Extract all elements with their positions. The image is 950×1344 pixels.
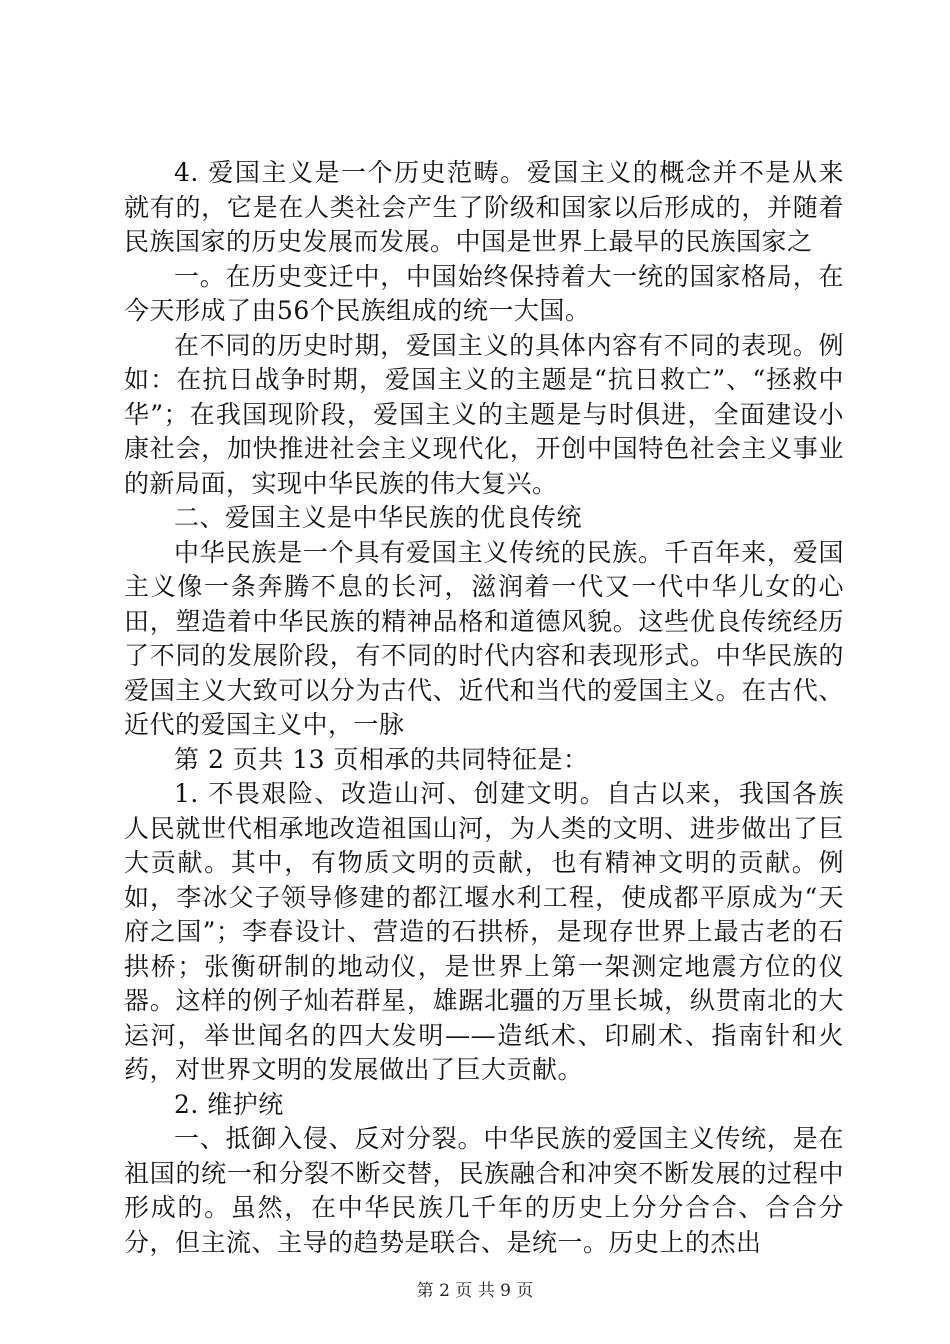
page-footer: 第 2 页 共 9 页 [416,1281,534,1301]
paragraph-resist-invasion: 一、抵御入侵、反对分裂。中华民族的爱国主义传统，是在祖国的统一和分裂不断交替，民族融合和冲突不断发展的过程中形成的。虽然，在中华民族几千年的历史上分分合合、合合分分，但主流、主导的趋势是联合、是统一。历史上的杰出 [124,1124,844,1257]
paragraph-patriotism-historical-category: 4. 爱国主义是一个历史范畴。爱国主义的概念并不是从来就有的，它是在人类社会产生了阶级和国家以后形成的，并随着民族国家的历史发展而发展。中国是世界上最早的民族国家之 [124,158,844,256]
paragraph-patriotic-tradition: 中华民族是一个具有爱国主义传统的民族。千百年来，爱国主义像一条奔腾不息的长河，滋润着一代又一代中华儿女的心田，塑造着中华民族的精神品格和道德风貌。这些优良传统经历了不同的发展阶段，有不同的时代内容和表现形式。中华民族的爱国主义大致可以分为古代、近代和当代的爱国主义。在古代、近代的爱国主义中，一脉 [124,537,844,739]
paragraph-different-periods: 在不同的历史时期，爱国主义的具体内容有不同的表现。例如：在抗日战争时期，爱国主义的主题是“抗日救亡”、“拯救中华”；在我国现阶段，爱国主义的主题是与时俱进，全面建设小康社会，加快推进社会主义现代化，开创中国特色社会主义事业的新局面，实现中华民族的伟大复兴。 [124,330,844,498]
paragraph-create-civilization: 1. 不畏艰险、改造山河、创建文明。自古以来，我国各族人民就世代相承地改造祖国山河，为人类的文明、进步做出了巨大贡献。其中，有物质文明的贡献，也有精神文明的贡献。例如，李冰父子领导修建的都江堰水利工程，使成都平原成为“天府之国”；李春设计、营造的石拱桥，是现存世界上最古老的石拱桥；张衡研制的地动仪，是世界上第一架测定地震方位的仪器。这样的例子灿若群星，雄踞北疆的万里长城，纵贯南北的大运河，举世闻名的四大发明——造纸术、印刷术、指南针和火药，对世界文明的发展做出了巨大贡献。 [124,779,844,1084]
document-body [124,156,844,1260]
paragraph-unified-nation: 一。在历史变迁中，中国始终保持着大一统的国家格局，在今天形成了由56个民族组成的统一大国。 [124,261,844,325]
paragraph-common-features: 第 2 页共 13 页相承的共同特征是： [174,744,589,774]
section-heading-fine-tradition: 二、爱国主义是中华民族的优良传统 [174,503,583,532]
paragraph-maintain-unity: 2. 维护统 [174,1089,284,1119]
